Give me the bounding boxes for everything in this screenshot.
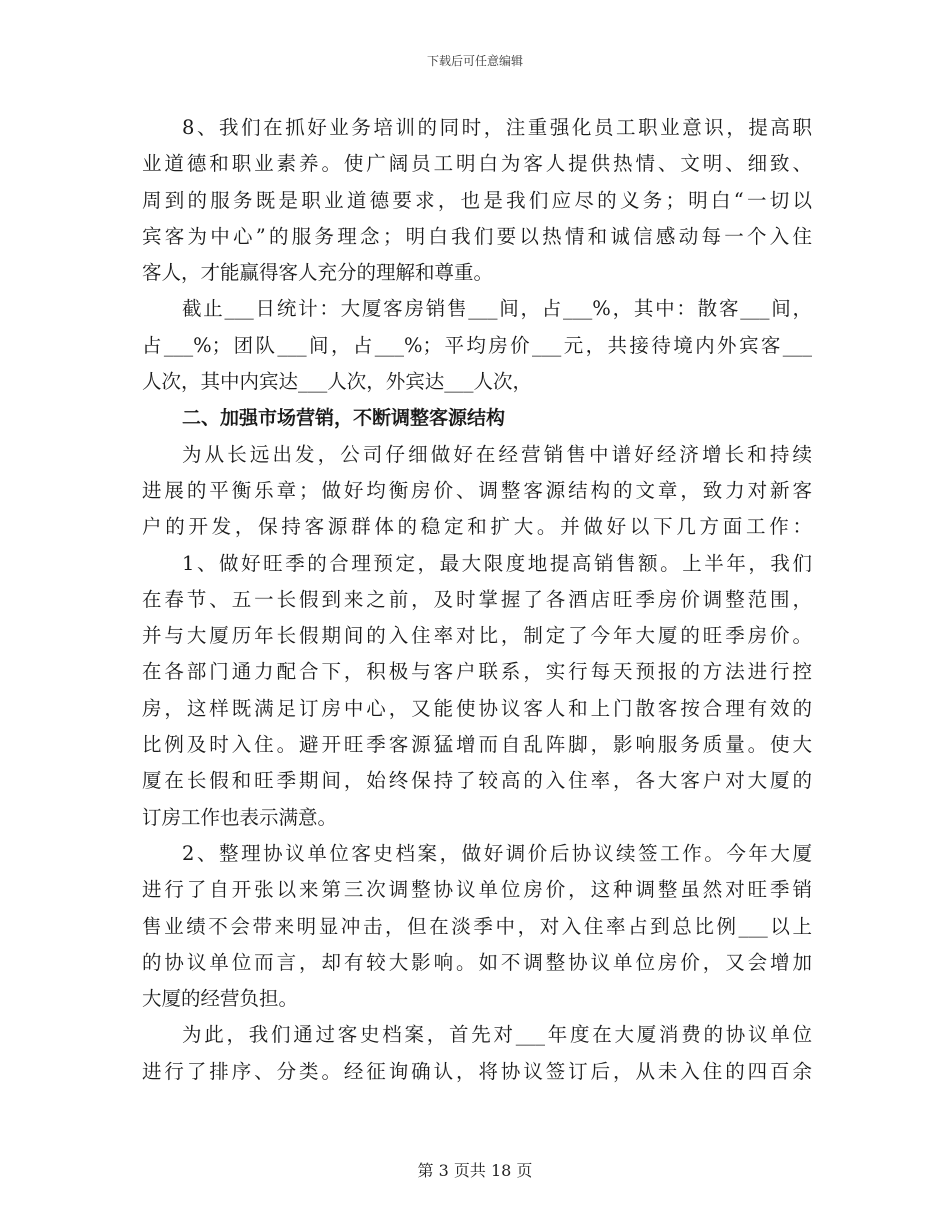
- text-line: 占___%；团队___间，占___%；平均房价___元，共接待境内外宾客___: [142, 333, 812, 357]
- text-line: 房，这样既满足订房中心，又能使协议客人和上门散客按合理有效的: [142, 696, 812, 720]
- text-line: 在春节、五一长假到来之前，及时掌握了各酒店旺季房价调整范围，: [142, 587, 812, 611]
- section-heading: 二、加强市场营销，不断调整客源结构: [182, 407, 506, 430]
- text-line: 2、整理协议单位客史档案，做好调价后协议续签工作。今年大厦: [182, 841, 812, 865]
- text-line: 为此，我们通过客史档案，首先对___年度在大厦消费的协议单位: [182, 1023, 812, 1047]
- text-line: 客人，才能赢得客人充分的理解和尊重。: [142, 261, 494, 285]
- page-number-footer: 第 3 页共 18 页: [417, 1161, 533, 1180]
- text-line: 进行了自开张以来第三次调整协议单位房价，这种调整虽然对旺季销: [142, 878, 812, 902]
- text-line: 的协议单位而言，却有较大影响。如不调整协议单位房价，又会增加: [142, 950, 812, 974]
- text-line: 厦在长假和旺季期间，始终保持了较高的入住率，各大客户对大厦的: [142, 769, 812, 793]
- text-line: 户的开发，保持客源群体的稳定和扩大。并做好以下几方面工作：: [142, 515, 812, 539]
- text-line: 业道德和职业素养。使广阔员工明白为客人提供热情、文明、细致、: [142, 152, 812, 176]
- text-line: 在各部门通力配合下，积极与客户联系，实行每天预报的方法进行控: [142, 660, 812, 684]
- text-line: 大厦的经营负担。: [142, 987, 299, 1011]
- text-line: 比例及时入住。避开旺季客源猛增而自乱阵脚，影响服务质量。使大: [142, 733, 812, 757]
- text-line: 截止___日统计：大厦客房销售___间，占___%，其中：散客___间，: [182, 297, 812, 321]
- text-line: 周到的服务既是职业道德要求，也是我们应尽的义务；明白“一切以: [142, 188, 812, 212]
- page-header: 下载后可任意编辑: [426, 54, 523, 68]
- text-line: 人次，其中内宾达___人次，外宾达___人次，: [142, 370, 533, 394]
- text-line: 进展的平衡乐章；做好均衡房价、调整客源结构的文章，致力对新客: [142, 478, 812, 502]
- text-line: 进行了排序、分类。经征询确认，将协议签订后，从未入住的四百余: [142, 1059, 812, 1083]
- text-line: 1、做好旺季的合理预定，最大限度地提高销售额。上半年，我们: [182, 551, 812, 575]
- text-line: 8、我们在抓好业务培训的同时，注重强化员工职业意识，提高职: [182, 116, 812, 139]
- text-line: 为从长远出发，公司仔细做好在经营销售中谱好经济增长和持续: [182, 442, 812, 466]
- text-line: 并与大厦历年长假期间的入住率对比，制定了今年大厦的旺季房价。: [142, 624, 812, 648]
- document-body: [142, 110, 812, 1090]
- text-line: 宾客为中心”的服务理念；明白我们要以热情和诚信感动每一个入住: [142, 224, 812, 248]
- text-line: 订房工作也表示满意。: [142, 805, 338, 829]
- text-line: 售业绩不会带来明显冲击，但在淡季中，对入住率占到总比例___以上: [142, 914, 812, 938]
